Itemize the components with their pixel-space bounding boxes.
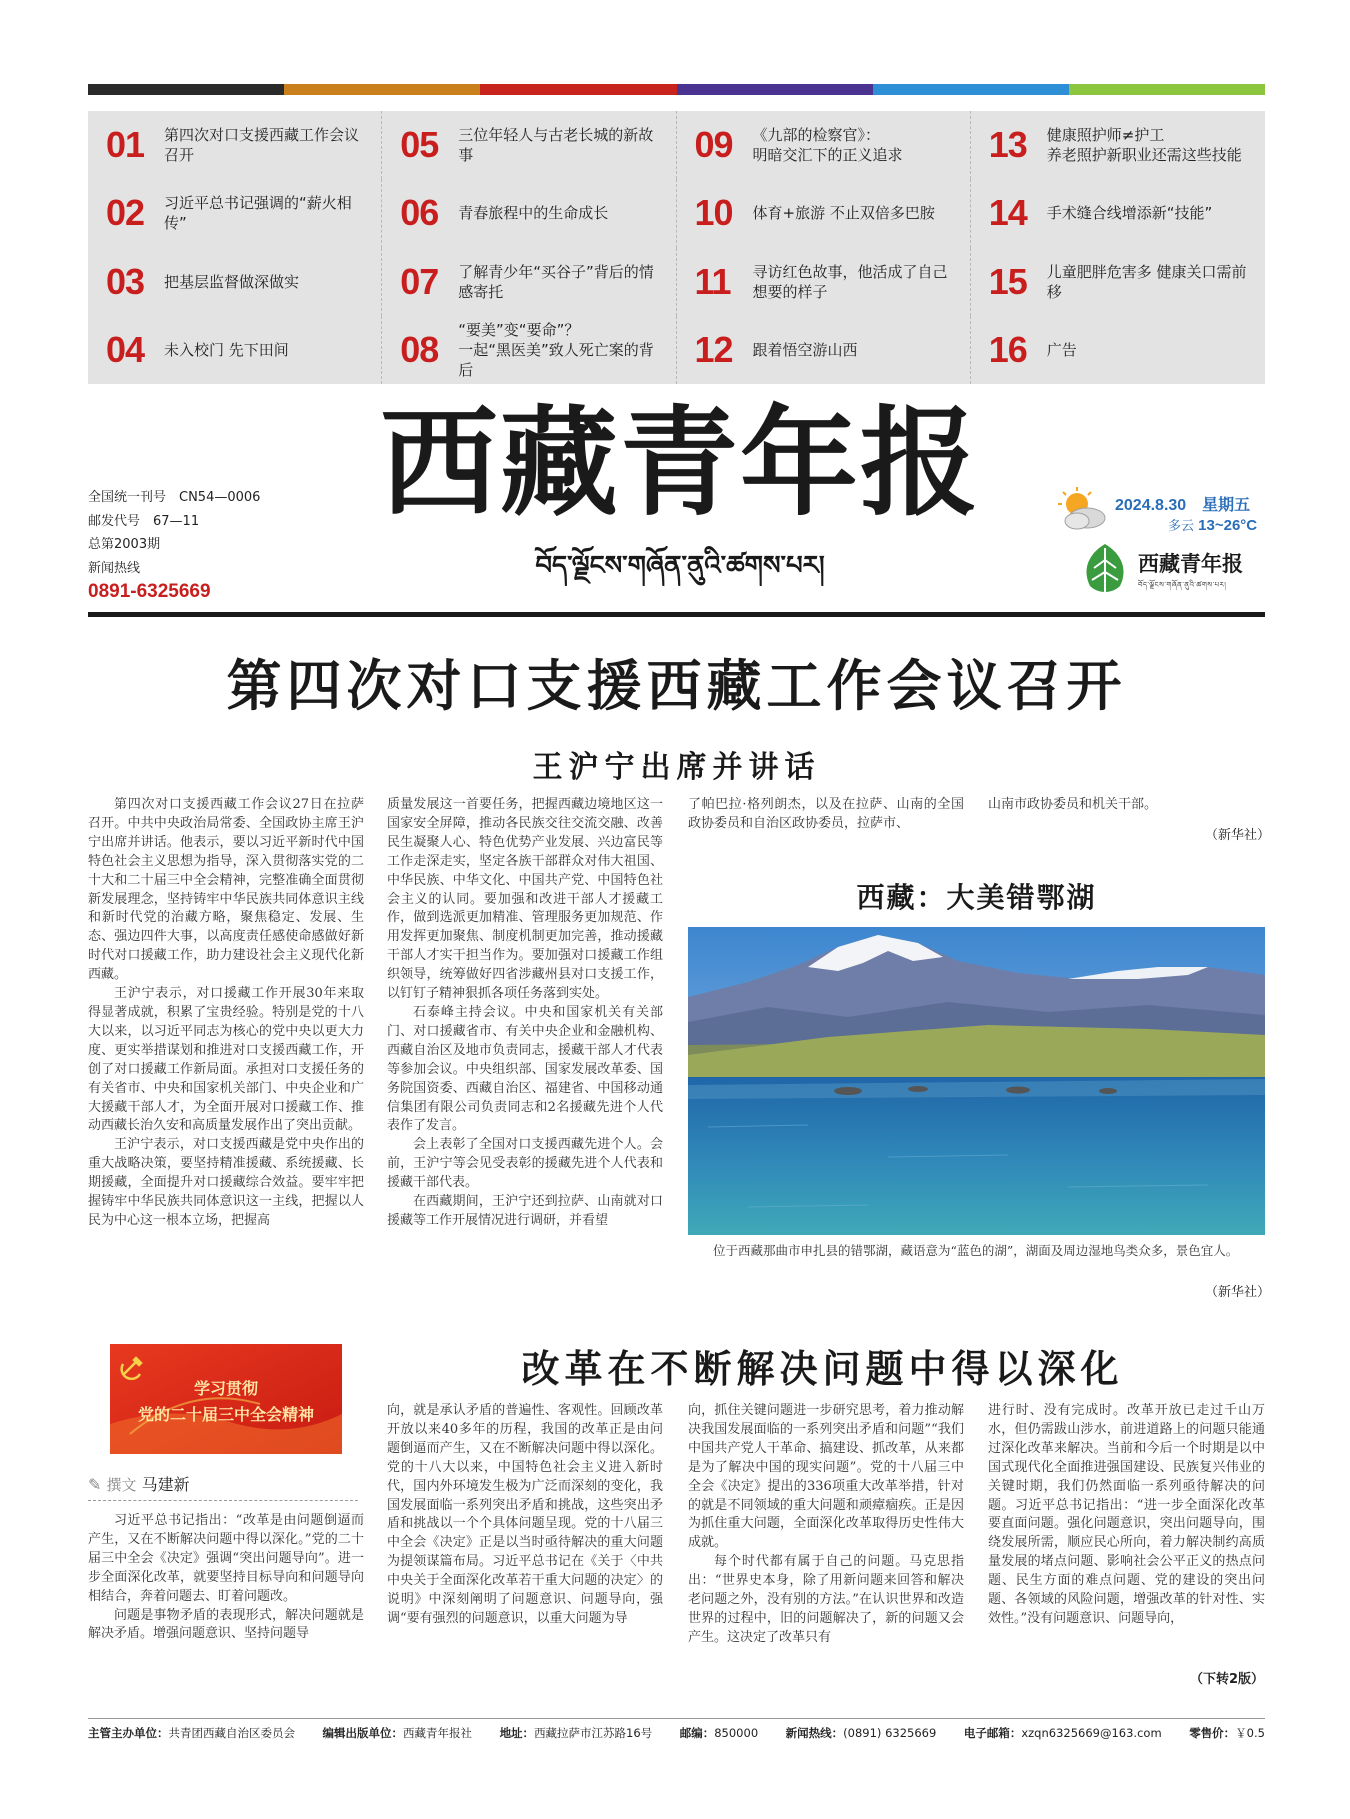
- paragraph: 石泰峰主持会议。中央和国家机关有关部门、对口援藏省市、有关中央企业和金融机构、西藏自治区及地市负责同志，援藏干部人才代表等参加会议。中央组织部、国家发展改革委、国务院国资委、西藏自治区、福建省、中国移动通信集团有限公司负责同志和2名援藏先进个人代表作了发言。: [387, 1004, 663, 1134]
- footer-item: [323, 1725, 473, 1741]
- footer-value: 西藏拉萨市江苏路16号: [534, 1726, 653, 1740]
- footer-value: 850000: [714, 1726, 759, 1740]
- footer-label: 零售价：: [1189, 1726, 1236, 1740]
- publication-info: [88, 486, 260, 604]
- toc-title: 青春旅程中的生命成长: [458, 204, 609, 223]
- strip-segment: [1069, 84, 1265, 95]
- toc-title: 体育+旅游 不止双倍多巴胺: [752, 204, 935, 223]
- badge-line-2: 党的二十届三中全会精神: [137, 1405, 314, 1424]
- footer-rule: [88, 1718, 1265, 1719]
- toc-item[interactable]: [382, 248, 676, 316]
- toc-title: 手术缝合线增添新“技能”: [1046, 204, 1213, 223]
- photo-source: （新华社）: [1205, 1285, 1271, 1300]
- photo-caption: 位于西藏那曲市申扎县的错鄂湖，藏语意为“蓝色的湖”，湖面及周边湿地鸟类众多，景色宜人。: [713, 1243, 1239, 1258]
- toc-item[interactable]: [971, 248, 1265, 316]
- toc-item[interactable]: [88, 248, 382, 316]
- toc-item[interactable]: [971, 111, 1265, 179]
- toc-item[interactable]: [971, 316, 1265, 384]
- paragraph: 质量发展这一首要任务，把握西藏边境地区这一国家安全屏障，推动各民族交往交流交融、改善民生凝聚人心、特色优势产业发展、兴边富民等工作走深走实，坚定各族干部群众对伟大祖国、中华民族、中华文化、中国共产党、中国特色社会主义的认同。要加强和改进干部人才援藏工作，做到选派更加精准、管理服务更加规范、作用发挥更加聚焦、制度机制更加完善，推动援藏干部人才实干担当作为。要加强对口援藏工作组织领导，统筹做好四省涉藏州县对口支援工作，以钉钉子精神狠抓各项任务落到实处。: [387, 797, 663, 1002]
- continued-note: （下转2版）: [1190, 1672, 1265, 1687]
- lead-column-1: [88, 796, 364, 1296]
- toc-item[interactable]: [677, 179, 971, 247]
- toc-page-number: 02: [106, 192, 145, 234]
- temperature: 13~26°C: [1198, 517, 1258, 534]
- commentary-headline: 改革在不断解决问题中得以深化: [521, 1347, 1124, 1391]
- table-of-contents: [88, 111, 1265, 384]
- footer-item: [88, 1725, 295, 1741]
- toc-item[interactable]: [382, 111, 676, 179]
- strip-segment: [873, 84, 1069, 95]
- toc-title: 第四次对口支援西藏工作会议召开: [164, 126, 360, 165]
- commentary-column-2: [387, 1402, 663, 1712]
- paragraph: 在西藏期间，王沪宁还到拉萨、山南就对口援藏等工作开展情况进行调研，并看望: [387, 1194, 663, 1228]
- photo-title: 西藏：大美错鄂湖: [856, 881, 1097, 914]
- toc-page-number: 08: [400, 328, 439, 370]
- commentary-column-3: [688, 1402, 964, 1712]
- color-strip: [88, 84, 1265, 95]
- footer-label: 电子邮箱：: [963, 1726, 1022, 1740]
- lead-column-2: [387, 796, 663, 1296]
- strip-segment: [284, 84, 480, 95]
- toc-title: 跟着悟空游山西: [752, 340, 858, 359]
- footer-value: 西藏青年报社: [403, 1726, 473, 1740]
- theme-badge: [110, 1344, 342, 1454]
- tibetan-title-text: བོད་ལྗོངས་གཞོན་ནུའི་ཚགས་པར།: [535, 551, 825, 581]
- logo-subtitle: བོད་ལྗོངས་གཞོན་ནུའི་ཚགས་པར།: [1138, 581, 1227, 589]
- toc-title: 《九部的检察官》： 明暗交汇下的正义追求: [752, 126, 903, 165]
- toc-title: 未入校门 先下田间: [164, 340, 289, 359]
- toc-title: 把基层监督做深做实: [164, 272, 300, 291]
- lead-headline: 第四次对口支援西藏工作会议召开: [226, 654, 1127, 718]
- leaf-logo-icon: [1080, 542, 1130, 596]
- toc-page-number: 01: [106, 124, 145, 166]
- footer-value: (0891) 6325669: [843, 1726, 937, 1740]
- lead-column-4: [988, 796, 1265, 826]
- weather-info: [1168, 515, 1257, 534]
- footer-label: 主管主办单位：: [88, 1726, 169, 1740]
- hotline-number: 0891-6325669: [88, 581, 211, 602]
- footer-item: [1189, 1725, 1265, 1741]
- lead-subhead: 王沪宁出席并讲话: [532, 750, 821, 785]
- paragraph: 了帕巴拉·格列朗杰，以及在拉萨、山南的全国政协委员和自治区政协委员，拉萨市、: [688, 797, 964, 831]
- paragraph: 王沪宁表示，对口援藏工作开展30年来取得显著成就，积累了宝贵经验。特别是党的十八大以来，以习近平同志为核心的党中央以更大力度、更实举措谋划和推进对口支援西藏工作，开创了对口援藏工作新局面。承担对口支援任务的有关省市、中央和国家机关部门、中央企业和广大援藏干部人才，为全面开展对口援藏工作、推动西藏长治久安和高质量发展作出了突出贡献。: [88, 986, 364, 1134]
- paragraph: 第四次对口支援西藏工作会议27日在拉萨召开。中共中央政治局常委、全国政协主席王沪宁出席并讲话。他表示，要以习近平新时代中国特色社会主义思想为指导，深入贯彻落实党的二十大和二十届三中全会精神，完整准确全面贯彻新发展理念，坚持铸牢中华民族共同体意识主线和新时代党的治藏方略，聚焦稳定、发展、生态、强边四件大事，以高度责任感使命感做好新时代对口援藏工作，助力建设社会主义现代化新西藏。: [88, 797, 364, 983]
- footer-value: xzqn6325669@163.com: [1021, 1726, 1162, 1740]
- toc-item[interactable]: [677, 248, 971, 316]
- issue-date: 2024.8.30 星期五: [1115, 497, 1251, 514]
- footer: [88, 1725, 1265, 1741]
- author-label: 撰文: [106, 1476, 137, 1494]
- commentary-column-1: [88, 1512, 364, 1712]
- toc-page-number: 07: [400, 260, 439, 302]
- footer-label: 邮编：: [679, 1726, 715, 1740]
- toc-page-number: 06: [400, 192, 439, 234]
- postal-code-line: 邮发代号 67—11: [88, 513, 200, 529]
- toc-page-number: 03: [106, 260, 145, 302]
- footer-label: 地址：: [499, 1726, 535, 1740]
- issue-number: 总第2003期: [88, 537, 161, 552]
- badge-line-1: 学习贯彻: [193, 1379, 258, 1398]
- footer-item: [786, 1725, 937, 1741]
- toc-page-number: 05: [400, 124, 439, 166]
- footer-item: [500, 1725, 653, 1741]
- masthead-rule: [88, 612, 1265, 617]
- paragraph: 问题是事物矛盾的表现形式，解决问题就是解决矛盾。增强问题意识、坚持问题导: [88, 1607, 364, 1642]
- logo-name: 西藏青年报: [1138, 551, 1243, 576]
- toc-title: 寻访红色故事，他活成了自己想要的样子: [752, 262, 948, 301]
- toc-item[interactable]: [382, 179, 676, 247]
- toc-title: 儿童肥胖危害多 健康关口需前移: [1046, 262, 1247, 301]
- pen-icon: ✎: [88, 1475, 102, 1494]
- author-byline: [88, 1472, 190, 1495]
- lake-photo: [688, 927, 1265, 1235]
- strip-segment: [677, 84, 873, 95]
- strip-segment: [480, 84, 676, 95]
- toc-item[interactable]: [677, 111, 971, 179]
- toc-page-number: 09: [694, 124, 733, 166]
- author-name: 马建新: [141, 1475, 190, 1494]
- toc-page-number: 11: [694, 260, 731, 302]
- paragraph: 会上表彰了全国对口支援西藏先进个人。会前，王沪宁等会见受表彰的援藏先进个人代表和援藏干部代表。: [387, 1137, 663, 1191]
- weather-text: 多云: [1168, 519, 1195, 534]
- paragraph: 山南市政协委员和机关干部。: [988, 797, 1158, 812]
- partly-cloudy-icon: [1055, 486, 1111, 532]
- paragraph: 向，抓住关键问题进一步研究思考，着力推动解决我国发展面临的一系列突出矛盾和问题”“我们中国共产党人干革命、搞建设、抓改革，从来都是为了解决中国的现实问题”。党的十八届三中全会《决定》提出的336项重大改革举措，针对的就是不同领域的重大问题和顽瘴痼疾。正是因为抓住重大问题，全面深化改革取得历史性伟大成就。: [688, 1403, 964, 1551]
- paragraph: 向，就是承认矛盾的普遍性、客观性。回顾改革开放以来40多年的历程，我国的改革正是由问题倒逼而产生，又在不断解决问题中得以深化。党的十八大以来，中国特色社会主义进入新时代，国内外环境发生极为广泛而深刻的变化，我国发展面临一系列突出矛盾和挑战，这些突出矛盾和挑战以一个个具体问题呈现。党的十八届三中全会《决定》正是以当时亟待解决的重大问题为提领谋篇布局。习近平总书记在《关于〈中共中央关于全面深化改革若干重大问题的决定〉的说明》中深刻阐明了问题意识、问题导向，强调“要有强烈的问题意识，以重大问题为导: [387, 1403, 663, 1626]
- toc-page-number: 14: [988, 192, 1027, 234]
- strip-segment: [88, 84, 284, 95]
- tibetan-title: [510, 546, 850, 586]
- author-rule: [88, 1500, 358, 1501]
- toc-item[interactable]: [88, 179, 382, 247]
- toc-title: 三位年轻人与古老长城的新故事: [458, 126, 654, 165]
- hotline-label: 新闻热线: [88, 560, 141, 576]
- toc-page-number: 15: [988, 260, 1027, 302]
- paragraph: 王沪宁表示，对口支援西藏是党中央作出的重大战略决策，要坚持精准援藏、系统援藏、长期援藏，全面提升对口援藏综合效益。要牢牢把握铸牢中华民族共同体意识这一主线，把握以人民为中心这一根本立场，把握高: [88, 1137, 364, 1228]
- toc-title: “要美”变“要命”？ 一起“黑医美”致人死亡案的背后: [458, 320, 654, 379]
- commentary-column-4: [988, 1402, 1265, 1674]
- lead-column-3: [688, 796, 964, 856]
- toc-page-number: 04: [106, 328, 145, 370]
- toc-title: 了解青少年“买谷子”背后的情感寄托: [458, 262, 654, 301]
- toc-item[interactable]: [677, 316, 971, 384]
- footer-label: 编辑出版单位：: [322, 1726, 404, 1740]
- newspaper-title: 西藏青年报: [379, 393, 980, 532]
- toc-item[interactable]: [382, 316, 676, 384]
- toc-title: 健康照护师≠护工 养老照护新职业还需这些技能: [1046, 126, 1242, 165]
- footer-item: [680, 1725, 758, 1741]
- toc-page-number: 10: [694, 192, 733, 234]
- toc-item[interactable]: [88, 316, 382, 384]
- toc-item[interactable]: [88, 111, 382, 179]
- footer-item: [964, 1725, 1162, 1741]
- toc-item[interactable]: [971, 179, 1265, 247]
- issn-line: 全国统一刊号 CN54—0006: [88, 490, 261, 505]
- paragraph: 每个时代都有属于自己的问题。马克思指出：“世界史本身，除了用新问题来回答和解决老问题之外，没有别的方法。”在认识世界和改造世界的过程中，旧的问题解决了，新的问题又会产生。这决定了改革只有: [688, 1554, 964, 1645]
- paragraph: 习近平总书记指出：“改革是由问题倒逼而产生，又在不断解决问题中得以深化。”党的二十届三中全会《决定》强调“突出问题导向”。进一步全面深化改革，就要坚持目标导向和问题导向相结合，奔着问题去、盯着问题改。: [88, 1513, 364, 1604]
- toc-page-number: 16: [988, 328, 1027, 370]
- toc-page-number: 13: [988, 124, 1027, 166]
- paragraph: 进行时、没有完成时。改革开放已走过千山万水，但仍需跋山涉水，前进道路上的问题只能通过深化改革来解决。当前和今后一个时期是以中国式现代化全面推进强国建设、民族复兴伟业的关键时期，我们仍然面临一系列亟待解决的问题。习近平总书记指出：“进一步全面深化改革要直面问题。强化问题意识，突出问题导向，围绕发展所需，顺应民心所向，着力解决制约高质量发展的堵点问题、影响社会公平正义的热点问题、民生方面的难点问题、党的建设的突出问题、各领域的风险问题，增强改革的针对性、实效性。”没有问题意识、问题导向，: [988, 1403, 1265, 1626]
- toc-page-number: 12: [694, 328, 733, 370]
- footer-label: 新闻热线：: [785, 1726, 844, 1740]
- toc-title: 广告: [1046, 340, 1077, 359]
- toc-title: 习近平总书记强调的“薪火相传”: [164, 194, 352, 233]
- footer-value: ￥0.5: [1235, 1726, 1265, 1740]
- footer-value: 共青团西藏自治区委员会: [168, 1726, 295, 1740]
- lead-source: （新华社）: [1205, 828, 1271, 843]
